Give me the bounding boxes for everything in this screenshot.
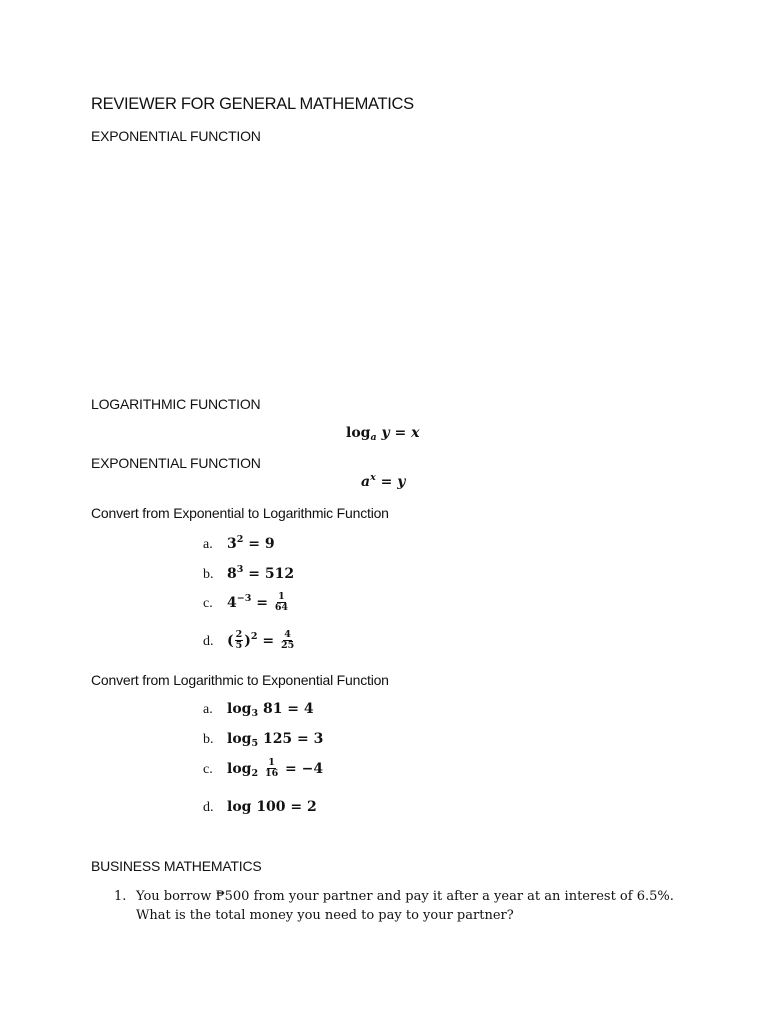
page-title: REVIEWER FOR GENERAL MATHEMATICS (91, 95, 414, 113)
item-label: c. (203, 761, 213, 777)
item-label: b. (203, 567, 214, 582)
log-to-exp-item-b (203, 730, 323, 748)
question-number: 1. (114, 889, 127, 904)
equation: $8^3 = 512$ (227, 564, 295, 582)
log-to-exp-item-d (203, 798, 317, 816)
item-label: c. (203, 595, 213, 611)
question-line-1: You borrow ₱500 from your partner and pay it after a year at an interest of 6.5%. (136, 889, 674, 904)
equation: $3^2 = 9$ (227, 534, 275, 552)
exp-to-log-item-b (203, 565, 294, 583)
item-label: b. (203, 732, 214, 747)
question-text (136, 887, 736, 925)
item-label: a. (203, 537, 213, 552)
equation: $\log_3 81 = 4$ (227, 701, 314, 719)
exp-to-log-heading: Convert from Exponential to Logarithmic Function (91, 505, 389, 521)
equation: $4^{-3}$ = $\frac{1}{64}$ (227, 591, 289, 613)
logarithmic-formula: $\log_a y = x$ (346, 425, 420, 443)
equation: ( $\frac{2}{5}$ )$^2$ = $\frac{4}{25}$ (227, 629, 295, 651)
question-line-2: What is the total money you need to pay to your partner? (136, 908, 514, 923)
exp-to-log-item-c (203, 592, 290, 613)
section-heading-exponential-function-2: EXPONENTIAL FUNCTION (91, 455, 261, 471)
equation: $\log_2$ $\frac{1}{16}$ = −4 (227, 757, 324, 779)
log-to-exp-item-c (203, 758, 323, 779)
exp-to-log-item-d (203, 630, 296, 651)
log-to-exp-heading: Convert from Logarithmic to Exponential Function (91, 672, 389, 688)
equation: $\log_5 125 = 3$ (227, 731, 324, 749)
exponential-formula: $a^x = y$ (361, 472, 406, 490)
log-to-exp-item-a (203, 700, 314, 718)
section-heading-exponential-function: EXPONENTIAL FUNCTION (91, 128, 261, 144)
business-mathematics-heading: BUSINESS MATHEMATICS (91, 858, 262, 874)
exp-to-log-item-a (203, 535, 275, 553)
item-label: a. (203, 702, 213, 717)
item-label: d. (203, 800, 214, 815)
section-heading-logarithmic-function: LOGARITHMIC FUNCTION (91, 396, 261, 412)
equation: log 100 = 2 (227, 799, 317, 815)
item-label: d. (203, 633, 214, 649)
